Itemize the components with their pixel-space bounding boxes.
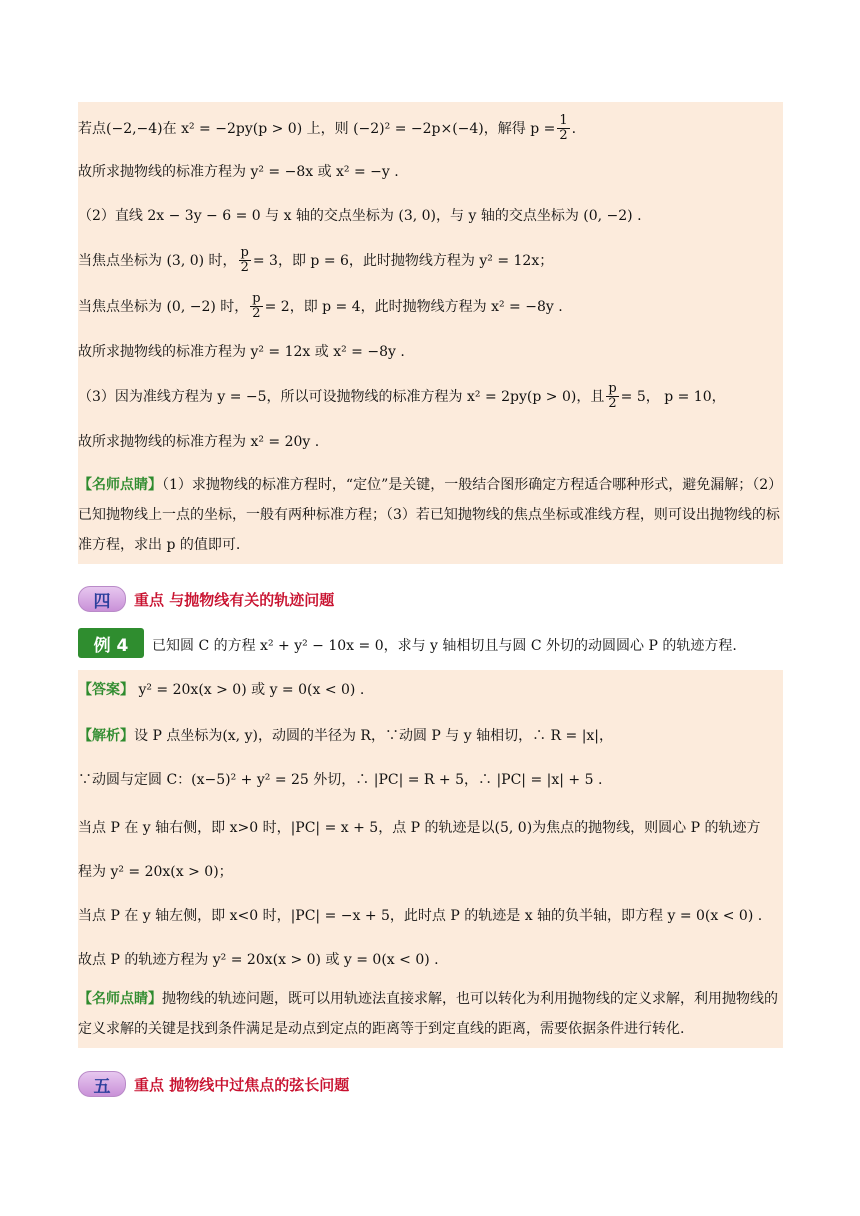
tip-tag: 【名师点睛】 (78, 991, 162, 1007)
tip-tag: 【名师点睛】 (78, 477, 162, 493)
teacher-tip-top: 【名师点睛】（1）求抛物线的标准方程时，“定位”是关键，一般结合图形确定方程适合哪种形式，避免漏解；（2）已知抛物线上一点的坐标，一般有两种标准方程；（3）若已知抛物线的焦点坐标或准线方程，则可设出抛物线的标准方程，求出 p 的值即可. (78, 477, 783, 553)
example-badge: 例 4 (78, 628, 144, 658)
analysis-line-3: 当点 P 在 y 轴右侧，即 x>0 时，|PC| = x + 5，点 P 的轨迹是以(5, 0)为焦点的抛物线，则圆心 P 的轨迹方 (78, 820, 761, 836)
fraction: $\frac{p}{2}$ (608, 381, 617, 411)
section-title: 重点 与抛物线有关的轨迹问题 (134, 590, 335, 609)
solution-line-4: 当焦点坐标为 (3, 0) 时， $\frac{p}{2}$ = 3，即 p = 6，此时抛物线方程为 y² = 12x； (78, 245, 554, 275)
fraction: $\frac{1}{2}$ (559, 113, 568, 143)
solution-line-2: 故所求抛物线的标准方程为 y² = −8x 或 x² = −y . (78, 164, 399, 180)
analysis-line-1: 【解析】设 P 点坐标为(x, y)，动圆的半径为 R，∵动圆 P 与 y 轴相切，∴ R = |x|， (78, 728, 614, 744)
analysis-line-5: 当点 P 在 y 轴左侧，即 x<0 时，|PC| = −x + 5，此时点 P 的轨迹是 x 轴的负半轴，即方程 y = 0(x < 0) . (78, 908, 763, 924)
solution-line-5: 当焦点坐标为 (0, −2) 时， $\frac{p}{2}$ = 2，即 p = 4，此时抛物线方程为 x² = −8y . (78, 291, 563, 321)
solution-line-8: 故所求抛物线的标准方程为 x² = 20y . (78, 434, 320, 450)
analysis-line-2: ∵动圆与定圆 C：(x−5)² + y² = 25 外切，∴ |PC| = R + 5，∴ |PC| = |x| + 5 . (78, 772, 603, 788)
section-header-4 (78, 585, 334, 613)
analysis-tag: 【解析】 (78, 728, 134, 744)
teacher-tip-bottom: 【名师点睛】抛物线的轨迹问题，既可以用轨迹法直接求解，也可以转化为利用抛物线的定义求解，利用抛物线的定义求解的关键是找到条件满足是动点到定点的距离等于到定直线的距离，需要依据条件进行转化. (78, 991, 778, 1037)
section-title: 重点 抛物线中过焦点的弦长问题 (134, 1075, 350, 1094)
fraction: $\frac{p}{2}$ (240, 245, 249, 275)
example-question: 已知圆 C 的方程 x² + y² − 10x = 0，求与 y 轴相切且与圆 C 外切的动圆圆心 P 的轨迹方程. (152, 638, 737, 654)
section-header-5 (78, 1070, 349, 1098)
analysis-line-6: 故点 P 的轨迹方程为 y² = 20x(x > 0) 或 y = 0(x < 0) . (78, 952, 439, 968)
analysis-line-4: 程为 y² = 20x(x > 0)； (78, 864, 233, 880)
answer-tag: 【答案】 (78, 682, 134, 698)
section-badge: 四 (78, 586, 126, 612)
solution-line-6: 故所求抛物线的标准方程为 y² = 12x 或 x² = −8y . (78, 344, 405, 360)
solution-line-7: （3）因为准线方程为 y = −5，所以可设抛物线的标准方程为 x² = 2py(p > 0)，且 $\frac{p}{2}$ = 5， p = 10， (78, 381, 726, 411)
section-badge: 五 (78, 1071, 126, 1097)
solution-line-3: （2）直线 2x − 3y − 6 = 0 与 x 轴的交点坐标为 (3, 0)，与 y 轴的交点坐标为 (0, −2) . (78, 208, 642, 224)
fraction: $\frac{p}{2}$ (252, 291, 261, 321)
solution-line-1: 若点(−2,−4)在 x² = −2py(p > 0) 上，则 (−2)² = −2p×(−4)，解得 p = $\frac{1}{2}$ . (78, 113, 577, 143)
answer-line: 【答案】 y² = 20x(x > 0) 或 y = 0(x < 0) . (78, 682, 365, 698)
